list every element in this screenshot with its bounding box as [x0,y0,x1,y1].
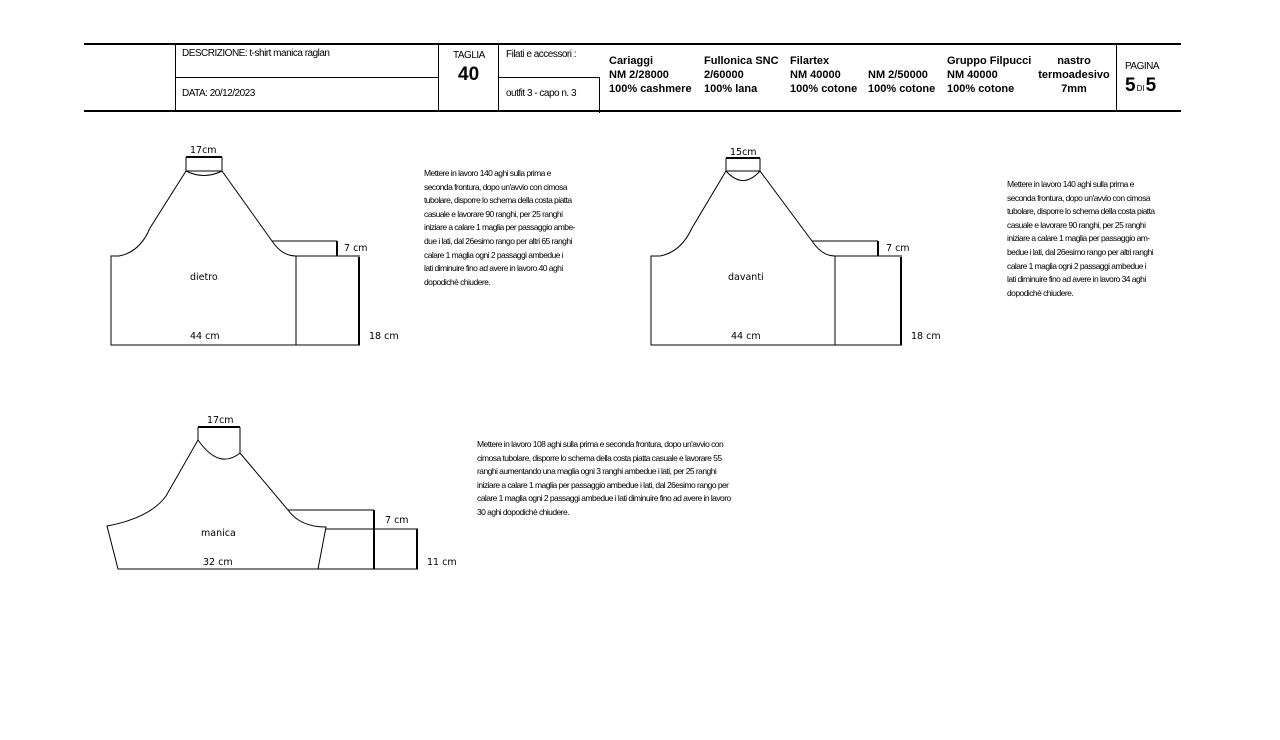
size-value: 40 [458,64,480,85]
page-of: DI [1136,84,1145,93]
instruction-line: iniziare a calare 1 maglia per passaggio ambe- [424,222,575,233]
dietro-label: dietro [190,272,218,283]
instruction-line: iniziare a calare 1 maglia per passaggio am- [1007,233,1150,244]
instruction-line: lati diminuire fino ad avere in lavoro 40 aghi [424,263,563,274]
instruction-line: dopodichè chiudere. [424,276,491,287]
dietro-neck-label: 17cm [190,145,217,156]
instruction-line: calare 1 maglia ogni 2 passaggi ambedue i lati diminuire fino ad avere in lavoro [477,493,731,504]
page-label: PAGINA [1125,61,1160,72]
manica-height-label: 11 cm [427,557,457,568]
davanti-piece [651,158,902,345]
davanti-width-label: 44 cm [731,331,761,342]
davanti-instructions [1007,178,1155,300]
manica-label: manica [201,528,236,539]
yarn-line: NM 2/50000 [868,69,928,81]
yarn-line: NM 2/28000 [609,69,669,81]
manica-width-label: 32 cm [203,557,233,568]
yarn-line: Filartex [790,55,830,67]
manica-piece [107,427,418,569]
instruction-line: calare 1 maglia ogni 2 passaggi ambedue i [424,249,564,260]
manica-neck-label: 17cm [207,415,234,426]
instruction-line: Mettere in lavoro 108 aghi sulla prima e seconda frontura, dopo un'avvio con [477,439,724,449]
instruction-line: cimosa tubolare, disporre lo schema della costa piatta casuale e lavorare 55 [477,452,722,463]
instruction-line: tubolare, disporre lo schema della costa piatta [424,195,572,206]
yarn-line: 2/60000 [704,69,744,81]
page-current: 5 [1125,75,1136,96]
yarn-line: 100% cotone [868,83,936,95]
dietro-piece [111,157,360,345]
instruction-line: iniziare a calare 1 maglia per passaggio ambedue i lati, dal 26esimo rango per [477,479,729,490]
instruction-line: ranghi aumentando una maglia ogni 3 ranghi ambedue i lati, per 25 ranghi [477,466,717,477]
instruction-line: tubolare, disporre lo schema della costa piatta [1007,206,1155,217]
description-text: DESCRIZIONE: t-shirt manica raglan [182,48,330,59]
instruction-line: seconda frontura, dopo un'avvio con cimosa [1007,192,1150,203]
instruction-line: dopodichè chiudere. [1007,287,1074,298]
manica-instructions [477,438,731,520]
davanti-shoulder-label: 7 cm [886,243,910,254]
yarn-line: termoadesivo [1038,69,1110,81]
davanti-height-label: 18 cm [911,331,941,342]
yarn-line: 100% cotone [947,83,1015,95]
manica-shoulder-label: 7 cm [385,515,409,526]
page-total: 5 [1145,75,1157,96]
yarns-label: Filati e accessori : [506,49,577,60]
yarn-line: 100% cashmere [609,83,692,95]
yarn-line: NM 40000 [947,69,998,81]
instruction-line: calare 1 maglia ogni 2 passaggi ambedue i [1007,260,1147,271]
yarn-line: 100% cotone [790,83,858,95]
yarn-line: Fullonica SNC [704,55,779,67]
dietro-height-label: 18 cm [369,331,399,342]
instruction-line: Mettere in lavoro 140 aghi sulla prima e [424,168,551,178]
instruction-line: 30 aghi dopodichè chiudere. [477,506,569,517]
yarn-line: Cariaggi [609,55,654,67]
size-label: TAGLIA [453,50,485,61]
instruction-line: seconda frontura, dopo un'avvio con cimosa [424,181,567,192]
instruction-line: Mettere in lavoro 140 aghi sulla prima e [1007,179,1134,189]
date-text: DATA: 20/12/2023 [182,88,255,99]
yarn-line: nastro [1057,55,1091,67]
dietro-shoulder-label: 7 cm [344,243,368,254]
yarn-line: Gruppo Filpucci [947,55,1032,67]
dietro-width-label: 44 cm [190,331,220,342]
instruction-line: due i lati, dal 26esimo rango per altri 65 ranghi [424,235,572,246]
outfit-text: outfit 3 - capo n. 3 [506,88,577,99]
instruction-line: casuale e lavorare 90 ranghi, per 25 ranghi [1007,219,1146,230]
davanti-label: davanti [728,272,764,283]
dietro-instructions [424,167,575,289]
davanti-neck-label: 15cm [730,147,757,158]
yarn-line: NM 40000 [790,69,841,81]
instruction-line: bedue i lati, dal 26esimo rango per altri ranghi [1007,246,1154,257]
yarn-line: 100% lana [704,83,758,95]
instruction-line: casuale e lavorare 90 ranghi, per 25 ranghi [424,208,563,219]
yarn-line: 7mm [1061,83,1087,95]
instruction-line: lati diminuire fino ad avere in lavoro 34 aghi [1007,274,1146,285]
